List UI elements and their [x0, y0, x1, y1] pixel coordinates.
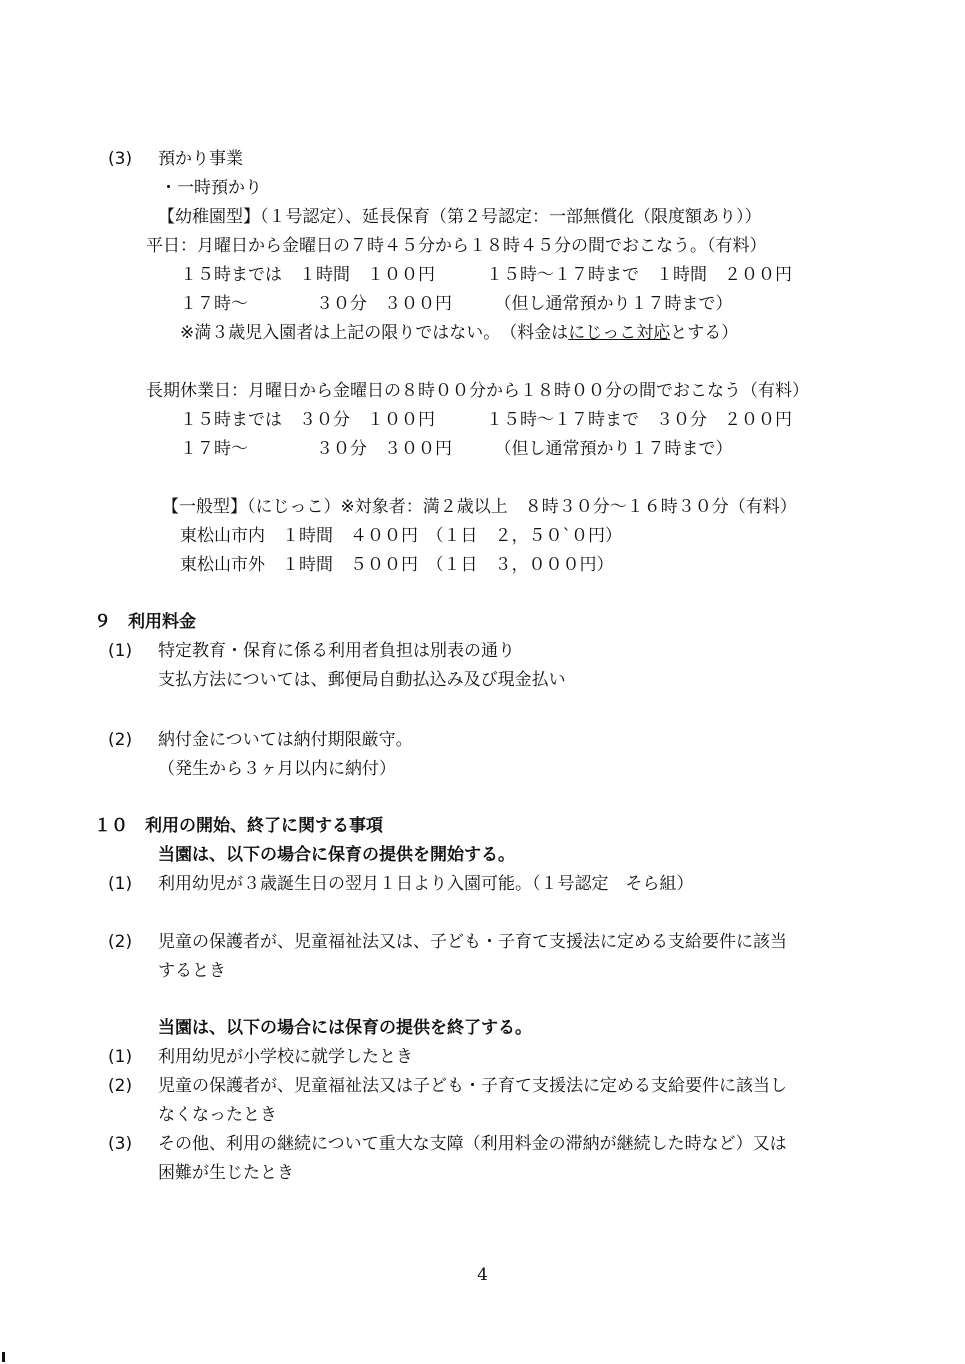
list-item: するとき: [158, 961, 226, 981]
list-item: （発生から３ヶ月以内に納付）: [158, 759, 396, 779]
intro-line: 当園は、以下の場合に保育の提供を開始する。: [158, 845, 515, 865]
list-item: 支払方法については、郵便局自動払込み及び現金払い: [158, 670, 566, 690]
list-item: 納付金については納付期限厳守。: [158, 730, 413, 750]
note-text: ※満３歳児入園者は上記の限りではない。 （料金は: [180, 323, 569, 343]
list-item: 児童の保護者が、児童福祉法又は、子ども・子育て支援法に定める支給要件に該当: [158, 932, 787, 952]
holiday-fee-line: １５時までは ３０分 １００円 １５時～１７時まで ３０分 ２００円: [180, 410, 792, 430]
note-line: [180, 322, 738, 344]
bullet-item: ・一時預かり: [160, 178, 262, 198]
note-underlined-text: にじっこ対応: [568, 323, 671, 343]
list-item: 利用幼児が３歳誕生日の翌月１日より入園可能。（１号認定 そら組）: [158, 874, 694, 894]
weekday-line: 平日：月曜日から金曜日の７時４５分から１８時４５分の間でおこなう。（有料）: [146, 236, 767, 256]
item-number: (2): [108, 1076, 133, 1096]
general-fee-line: 東松山市内 １時間 ４００円 （１日 ２，５０`０円）: [180, 526, 622, 546]
item-number: (2): [108, 730, 133, 750]
section-heading: ９ 利用料金: [94, 612, 196, 632]
weekday-fee-line: １５時までは １時間 １００円 １５時～１７時まで １時間 ２００円: [180, 265, 792, 285]
general-type-line: 【一般型】（にじっこ）※対象者：満２歳以上 ８時３０分～１６時３０分（有料）: [162, 497, 797, 517]
list-item: その他、利用の継続について重大な支障（利用料金の滞納が継続した時など）又は: [158, 1134, 787, 1154]
list-item: 特定教育・保育に係る利用者負担は別表の通り: [158, 641, 515, 661]
holiday-line: 長期休業日：月曜日から金曜日の８時００分から１８時００分の間でおこなう（有料）: [146, 381, 809, 401]
list-item: なくなったとき: [158, 1105, 277, 1125]
holiday-fee-line: １７時～ ３０分 ３００円 （但し通常預かり１７時まで）: [180, 439, 733, 459]
scan-mark: [2, 1352, 5, 1362]
page-number: 4: [477, 1265, 488, 1285]
kindergarten-type-line: 【幼稚園型】（１号認定）、延長保育（第２号認定：一部無償化（限度額あり））: [158, 207, 762, 227]
item-number: (1): [108, 1047, 133, 1067]
item-number: (1): [108, 874, 133, 894]
section-title: 預かり事業: [158, 149, 243, 169]
weekday-fee-line: １７時～ ３０分 ３００円 （但し通常預かり１７時まで）: [180, 294, 733, 314]
section-heading: １０ 利用の開始、終了に関する事項: [94, 816, 383, 836]
note-text: とする）: [670, 323, 739, 343]
item-number: (3): [108, 1134, 133, 1154]
list-item: 児童の保護者が、児童福祉法又は子ども・子育て支援法に定める支給要件に該当し: [158, 1076, 787, 1096]
item-number: (3): [108, 149, 133, 169]
list-item: 利用幼児が小学校に就学したとき: [158, 1047, 413, 1067]
item-number: (1): [108, 641, 133, 661]
general-fee-line: 東松山市外 １時間 ５００円 （１日 ３，０００円）: [180, 555, 614, 575]
list-item: 困難が生じたとき: [158, 1163, 294, 1183]
item-number: (2): [108, 932, 133, 952]
intro-line: 当園は、以下の場合には保育の提供を終了する。: [158, 1018, 532, 1038]
